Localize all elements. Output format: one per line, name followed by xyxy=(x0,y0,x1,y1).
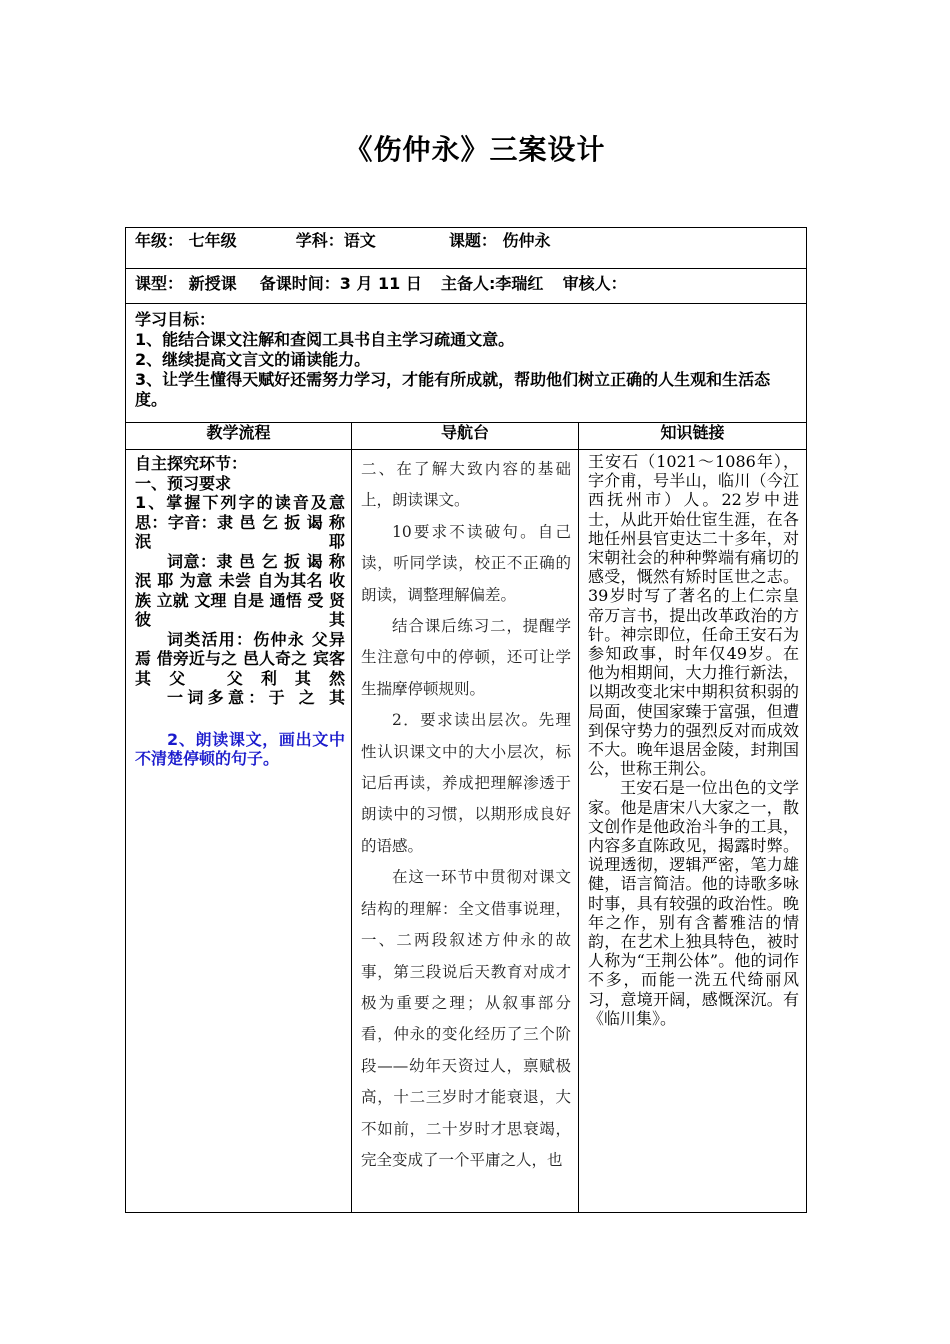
prep-time-field: 备课时间：3 月 11 日 xyxy=(259,274,422,293)
flow-line: 一、预习要求 xyxy=(135,473,232,493)
flow-line: 一词多意：于 之 其 xyxy=(167,688,345,707)
guide-paragraph: 在这一环节中贯彻对课文结构的理解：全文借事说理，一、二两段叙述方仲永的故事，第三段说后天教育对成才极为重要之理；从叙事部分看，仲永的变化经历了三个阶段——幼年天资过人，禀赋极高，十二三岁时才能衰退，大不如前，二十岁时才思衰竭，完全变成了一个平庸之人，也 xyxy=(361,868,571,1169)
lesson-plan-table xyxy=(125,227,807,1213)
flow-line: 自主探究环节： xyxy=(135,454,248,473)
goal-item: 2、继续提高文言文的诵读能力。 xyxy=(135,350,371,369)
flow-line: 词类活用：伤仲永 父异焉 借旁近与之 邑人奇之 宾客其父 父利其然 xyxy=(135,629,345,688)
header-row-2 xyxy=(126,269,807,304)
guide-paragraph: 2．要求读出层次。先理性认识课文中的大小层次，标记后再读，养成把理解渗透于朗读中的习惯，以期形成良好的语感。 xyxy=(361,711,571,855)
subject-field: 学科：语文 xyxy=(295,231,376,250)
column-header-flow: 教学流程 xyxy=(126,423,352,450)
links-cell xyxy=(579,450,807,1213)
flow-line: 1、掌握下列字的读音及意思：字音：隶 邑 乞 扳 谒 称 泯 耶 xyxy=(135,493,345,551)
reviewer-field: 审核人： xyxy=(562,274,627,293)
goal-item: 3、让学生懂得天赋好还需努力学习，才能有所成就，帮助他们树立正确的人生观和生活态度。 xyxy=(135,370,771,409)
links-paragraph: 王安石（1021～1086年），字介甫，号半山，临川（今江西抚州市）人。22岁中进士，从此开始仕宦生涯，在各地任州县官吏达二十多年，对宋朝社会的种种弊端有痛切的感受，慨然有矫时匡世之志。39岁时写了著名的上仁宗皇帝万言书，提出改革政治的方针。神宗即位，任命王安石为参知政事，时年仅49岁。在他为相期间，大力推行新法，以期改变北宋中期积贫积弱的局面，使国家臻于富强，但遭到保守势力的强烈反对而成效不大。晚年退居金陵，封荆国公，世称王荆公。 xyxy=(588,452,800,779)
goals-label: 学习目标： xyxy=(135,310,216,329)
flow-cell xyxy=(126,450,352,1213)
page-title: 《伤仲永》三案设计 xyxy=(344,133,606,166)
guide-paragraph: 二、在了解大致内容的基础上，朗读课文。 xyxy=(361,460,571,510)
guide-paragraph: 10要求不读破句。自己读，听同学读，校正不正确的朗读，调整理解偏差。 xyxy=(361,522,571,604)
flow-line: 2、朗读课文，画出文中不清楚停顿的句子。 xyxy=(135,729,345,768)
goals-section xyxy=(126,304,807,423)
guide-paragraph: 结合课后练习二，提醒学生注意句中的停顿，还可让学生揣摩停顿规则。 xyxy=(361,617,571,698)
column-header-links: 知识链接 xyxy=(579,423,807,450)
goal-item: 1、能结合课文注解和查阅工具书自主学习疏通文意。 xyxy=(135,330,515,349)
guide-cell xyxy=(352,450,579,1213)
column-header-guide: 导航台 xyxy=(352,423,579,450)
grade-field: 年级： 七年级 xyxy=(135,231,237,250)
links-paragraph: 王安石是一位出色的文学家。他是唐宋八大家之一，散文创作是他政治斗争的工具，内容多直陈政见，揭露时弊。说理透彻，逻辑严密，笔力雄健，语言简洁。他的诗歌多咏时事，具有较强的政治性。晚年之作，别有含蓄雅洁的情韵，在艺术上独具特色，被时人称为“王荆公体”。他的词作不多，而能一洗五代绮丽风习，意境开阔，感慨深沉。有《临川集》。 xyxy=(588,778,800,1028)
lesson-type-field: 课型： 新授课 xyxy=(135,274,237,293)
flow-line: 词意：隶 邑 乞 扳 谒 称 泯 耶 为意 未尝 自为其名 收族 立就 文理 自是 通悟 受 贤 彼 其 xyxy=(135,551,345,629)
topic-field: 课题： 伤仲永 xyxy=(448,231,551,250)
preparer-field: 主备人:李瑞红 xyxy=(441,274,544,293)
header-row-1 xyxy=(126,228,807,269)
